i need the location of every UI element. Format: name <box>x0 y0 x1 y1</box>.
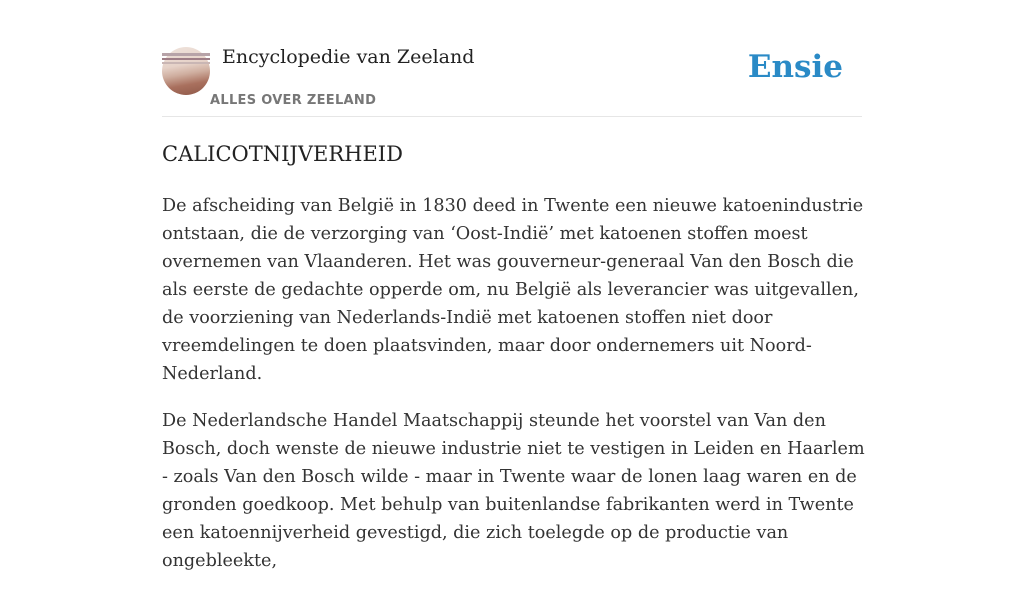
article-paragraph: De Nederlandsche Handel Maatschappij steunde het voorstel van Van den Bosch, doch wenste de nieuwe industrie niet te vestigen in Leiden en Haarlem - zoals Van den Bosch wilde - maar in Twente waar de lonen laag waren en de gronden goedkoop. Met behulp van buitenlandse fabrikanten werd in Twente een katoennijverheid gevestigd, die zich toelegde op de productie van ongebleekte, <box>162 411 865 571</box>
site-title-link[interactable]: Encyclopedie van Zeeland <box>222 46 475 68</box>
site-tagline: ALLES OVER ZEELAND <box>210 93 377 108</box>
content-column <box>162 0 865 571</box>
article-paragraph: De afscheiding van België in 1830 deed in Twente een nieuwe katoenindustrie ontstaan, die de verzorging van ‘Oost-Indië’ met katoenen stoffen moest overnemen van Vlaanderen. Het was gouverneur-generaal Van den Bosch die als eerste de gedachte opperde om, nu België als leverancier was uitgevallen, de voorziening van Nederlands-Indië met katoenen stoffen niet door vreemdelingen te doen plaatsvinden, maar door ondernemers uit Noord-Nederland. <box>162 196 864 384</box>
ensie-brand-link[interactable]: Ensie <box>747 49 843 85</box>
site-logo[interactable] <box>162 47 210 95</box>
article-body <box>162 192 866 594</box>
logo-detail <box>162 62 210 64</box>
logo-detail <box>162 53 210 56</box>
logo-detail <box>162 58 210 60</box>
site-header <box>162 0 862 117</box>
article-title: CALICOTNIJVERHEID <box>162 142 403 166</box>
